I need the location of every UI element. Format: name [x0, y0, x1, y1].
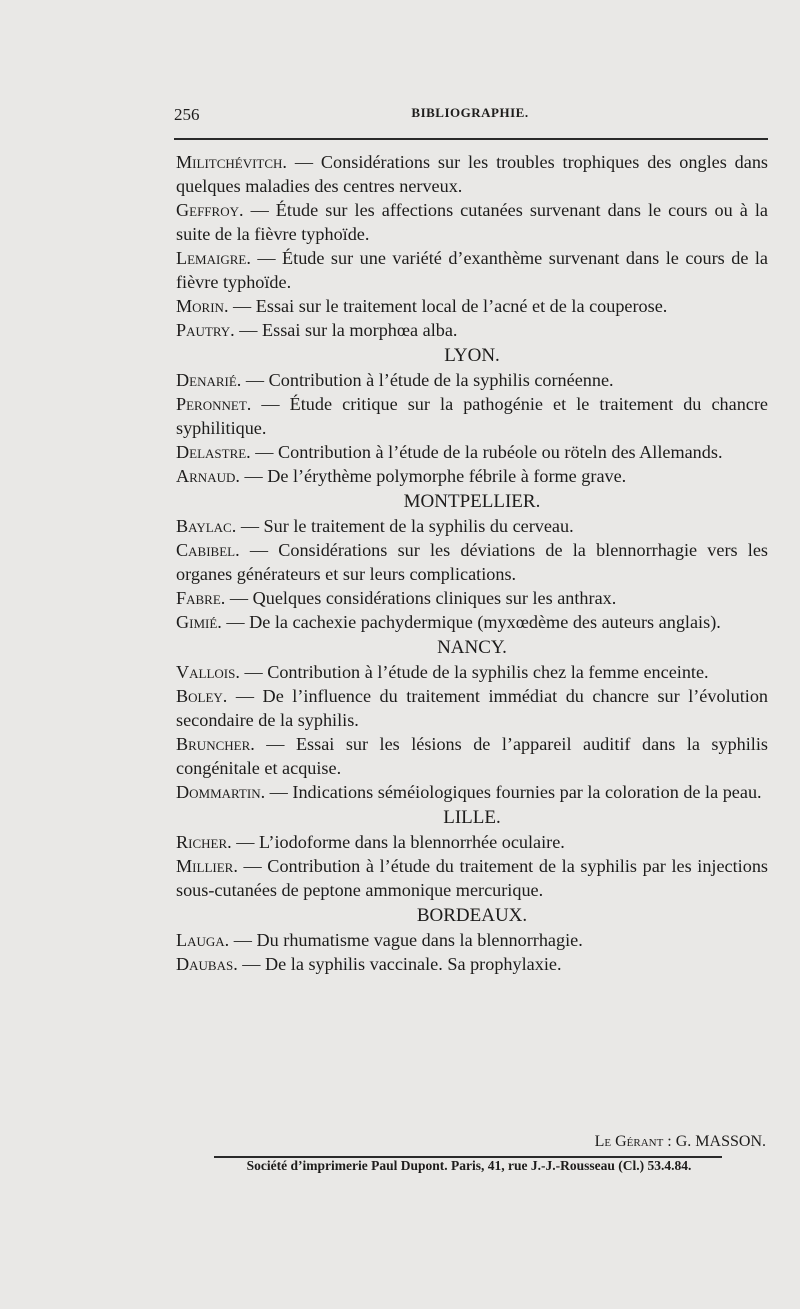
bibliography-entry: [176, 610, 768, 634]
entry-title: — Essai sur les lésions de l’appareil auditif dans la syphilis congénitale et acquise.: [176, 734, 768, 778]
city-heading: NANCY.: [437, 637, 507, 658]
city-heading: LILLE.: [443, 807, 501, 828]
entry-title: — De la syphilis vaccinale. Sa prophylaxie.: [242, 954, 562, 974]
bibliography-entry: [176, 684, 768, 732]
bibliography-entry: [176, 660, 768, 684]
entry-title: — L’iodoforme dans la blennorrhée oculaire.: [236, 832, 565, 852]
entry-author: Arnaud.: [176, 466, 240, 486]
entry-author: Geffroy.: [176, 200, 244, 220]
bibliography-list: [176, 150, 768, 976]
entry-author: Vallois.: [176, 662, 240, 682]
bibliography-entry: [176, 952, 768, 976]
bibliography-entry: [176, 780, 768, 804]
entry-author: Bruncher.: [176, 734, 255, 754]
city-heading: LYON.: [444, 345, 500, 366]
entry-author: Denarié.: [176, 370, 242, 390]
entry-title: — Contribution à l’étude de la rubéole ou röteln des Allemands.: [255, 442, 723, 462]
entry-title: — Sur le traitement de la syphilis du cerveau.: [240, 516, 574, 536]
entry-author: Lauga.: [176, 930, 230, 950]
entry-title: — Contribution à l’étude du traitement de la syphilis par les injections sous-cutanées de peptone ammonique mercurique.: [176, 856, 768, 900]
entry-author: Richer.: [176, 832, 232, 852]
entry-title: — Contribution à l’étude de la syphilis cornéenne.: [245, 370, 614, 390]
entry-author: Morin.: [176, 296, 229, 316]
bibliography-entry: [176, 830, 768, 854]
bibliography-entry: [176, 246, 768, 294]
bibliography-entry: [176, 464, 768, 488]
entry-title: — Du rhumatisme vague dans la blennorrhagie.: [233, 930, 583, 950]
entry-author: Militchévitch.: [176, 152, 287, 172]
entry-title: — De l’influence du traitement immédiat du chancre sur l’évolution secondaire de la syphilis.: [176, 686, 769, 730]
signature-label: Le Gérant :: [594, 1133, 672, 1150]
bibliography-entry: [176, 586, 768, 610]
entry-author: Delastre.: [176, 442, 251, 462]
entry-title: — Considérations sur les déviations de la blennorrhagie vers les organes générateurs et sur leurs complications.: [176, 540, 769, 584]
bibliography-entry: [176, 732, 768, 780]
entry-title: — Étude sur les affections cutanées survenant dans le cours ou à la suite de la fièvre typhoïde.: [176, 200, 768, 244]
entry-author: Pautry.: [176, 320, 235, 340]
entry-title: — Étude critique sur la pathogénie et le traitement du chancre syphilitique.: [176, 394, 768, 438]
bibliography-entry: [176, 150, 768, 198]
entry-author: Boley.: [176, 686, 228, 706]
entry-author: Daubas.: [176, 954, 238, 974]
entry-title: — Contribution à l’étude de la syphilis chez la femme enceinte.: [244, 662, 709, 682]
bibliography-entry: [176, 440, 768, 464]
city-heading: BORDEAUX.: [416, 905, 528, 926]
entry-author: Peronnet.: [176, 394, 252, 414]
entry-author: Fabre.: [176, 588, 226, 608]
bibliography-entry: [176, 854, 768, 902]
entry-title: — Étude sur une variété d’exanthème survenant dans le cours de la fièvre typhoïde.: [176, 248, 768, 292]
bibliography-entry: [176, 514, 768, 538]
entry-author: Lemaigre.: [176, 248, 251, 268]
entry-author: Baylac.: [176, 516, 237, 536]
entry-title: — Essai sur le traitement local de l’acné et de la couperose.: [233, 296, 668, 316]
bibliography-entry: [176, 294, 768, 318]
entry-author: Gimié.: [176, 612, 222, 632]
entry-title: — Considérations sur les troubles trophiques des ongles dans quelques maladies des centres nerveux.: [176, 152, 768, 196]
bibliography-entry: [176, 928, 768, 952]
entry-author: Millier.: [176, 856, 238, 876]
header-rule: [174, 138, 768, 140]
bibliography-entry: [176, 318, 768, 342]
entry-title: — Essai sur la morphœa alba.: [239, 320, 458, 340]
bibliography-entry: [176, 538, 768, 586]
entry-title: — Quelques considérations cliniques sur les anthrax.: [229, 588, 617, 608]
entry-author: Dommartin.: [176, 782, 266, 802]
running-title: BIBLIOGRAPHIE.: [411, 105, 529, 120]
page-header: [174, 105, 766, 129]
entry-title: — Indications séméiologiques fournies par la coloration de la peau.: [269, 782, 762, 802]
bibliography-entry: [176, 198, 768, 246]
signature-name: G. MASSON.: [675, 1133, 766, 1150]
entry-author: Cabibel.: [176, 540, 240, 560]
bibliography-entry: [176, 392, 768, 440]
page-number: 256: [174, 105, 200, 124]
entry-title: — De la cachexie pachydermique (myxœdème des auteurs anglais).: [226, 612, 721, 632]
signature: [595, 1133, 766, 1151]
entry-title: — De l’érythème polymorphe fébrile à forme grave.: [244, 466, 627, 486]
printer-imprint: Société d’imprimerie Paul Dupont. Paris, 41, rue J.-J.-Rousseau (Cl.) 53.4.84.: [246, 1158, 692, 1173]
bibliography-entry: [176, 368, 768, 392]
city-heading: MONTPELLIER.: [403, 491, 541, 512]
